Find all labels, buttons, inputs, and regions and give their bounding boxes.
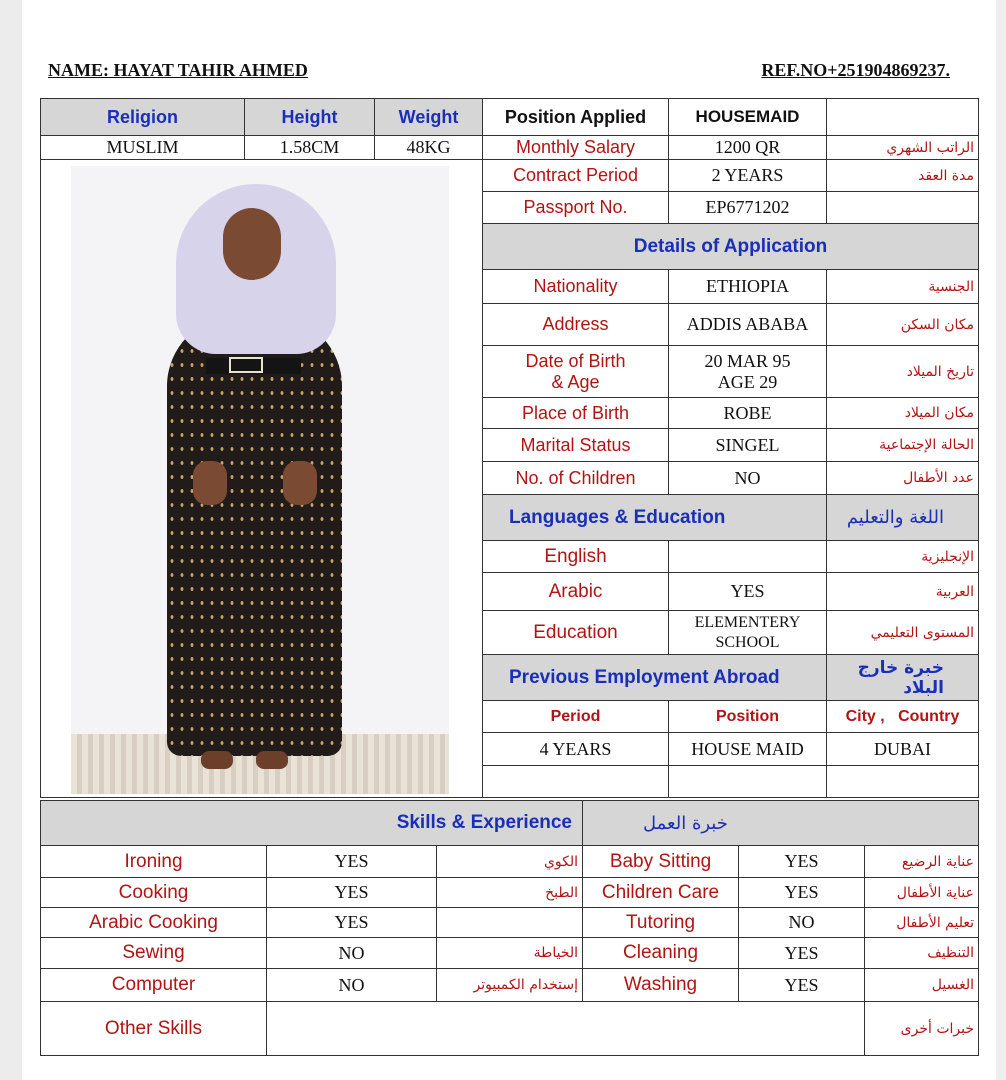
english-value	[669, 541, 827, 573]
address-value: ADDIS ABABA	[669, 304, 827, 346]
marital-status-label: Marital Status	[483, 429, 669, 462]
applicant-name: NAME: HAYAT TAHIR AHMED	[48, 60, 308, 80]
skill-ar: الكوي	[437, 846, 583, 878]
contract-period-value: 2 YEARS	[669, 160, 827, 192]
details-title: Details of Application	[483, 224, 979, 270]
address-ar: مكان السكن	[827, 304, 979, 346]
empty-cell	[669, 766, 827, 798]
dob-ar: تاريخ الميلاد	[827, 346, 979, 398]
english-label: English	[483, 541, 669, 573]
skill-ar	[437, 908, 583, 938]
skill-label: Cleaning	[583, 938, 739, 969]
skill-label: Arabic Cooking	[41, 908, 267, 938]
skill-value: YES	[739, 938, 865, 969]
application-table	[40, 98, 979, 798]
skill-label: Children Care	[583, 878, 739, 908]
languages-title-ar: اللغة والتعليم	[827, 495, 979, 541]
basic-values-row	[41, 136, 979, 160]
arabic-label: Arabic	[483, 573, 669, 611]
photo-dress	[167, 316, 342, 756]
skill-value: YES	[267, 846, 437, 878]
empty-cell	[827, 99, 979, 136]
children-value: NO	[669, 462, 827, 495]
skill-label: Washing	[583, 969, 739, 1002]
children-ar: عدد الأطفال	[827, 462, 979, 495]
employment-position: HOUSE MAID	[669, 733, 827, 766]
education-value	[669, 611, 827, 655]
english-ar: الإنجليزية	[827, 541, 979, 573]
height-value: 1.58CM	[245, 136, 375, 160]
marital-status-ar: الحالة الإجتماعية	[827, 429, 979, 462]
employment-title: Previous Employment Abroad	[483, 655, 827, 701]
reference-number: REF.NO+251904869237.	[761, 60, 950, 80]
country-header: Country	[898, 707, 960, 725]
contract-period-label: Contract Period	[483, 160, 669, 192]
period-header: Period	[483, 701, 669, 733]
education-label: Education	[483, 611, 669, 655]
skill-ar: الغسيل	[865, 969, 979, 1002]
nationality-value: ETHIOPIA	[669, 270, 827, 304]
employment-country: DUBAI	[827, 733, 979, 766]
languages-title: Languages & Education	[483, 495, 827, 541]
place-of-birth-value: ROBE	[669, 398, 827, 429]
monthly-salary-label: Monthly Salary	[483, 136, 669, 160]
skill-row	[41, 846, 979, 878]
dob-value-line1: 20 MAR 95	[704, 350, 791, 371]
photo-cell	[41, 160, 483, 798]
position-applied-label: Position Applied	[483, 99, 669, 136]
dob-label-line1: Date of Birth	[525, 350, 626, 371]
passport-value: EP6771202	[669, 192, 827, 224]
contract-period-row	[41, 160, 979, 192]
skill-label: Cooking	[41, 878, 267, 908]
religion-label: Religion	[41, 99, 245, 136]
skill-ar: عناية الرضيع	[865, 846, 979, 878]
skill-label: Sewing	[41, 938, 267, 969]
photo-buckle	[229, 357, 263, 373]
monthly-salary-ar: الراتب الشهري	[827, 136, 979, 160]
skills-title-ar: خبرة العمل	[583, 801, 979, 846]
other-skills-label: Other Skills	[41, 1002, 267, 1056]
arabic-ar: العربية	[827, 573, 979, 611]
arabic-value: YES	[669, 573, 827, 611]
skill-ar: الطبخ	[437, 878, 583, 908]
skill-value: NO	[267, 969, 437, 1002]
empty-cell	[827, 766, 979, 798]
dob-label-line2: & Age	[551, 371, 600, 392]
nationality-ar: الجنسية	[827, 270, 979, 304]
skills-title-row	[41, 801, 979, 846]
employment-title-ar: خبرة خارج البلاد	[827, 655, 979, 701]
skill-ar: تعليم الأطفال	[865, 908, 979, 938]
photo-face	[223, 208, 281, 280]
photo-hand-left	[193, 461, 227, 505]
contract-period-ar: مدة العقد	[827, 160, 979, 192]
applicant-photo	[71, 166, 449, 794]
skill-row	[41, 878, 979, 908]
skill-label: Ironing	[41, 846, 267, 878]
place-of-birth-label: Place of Birth	[483, 398, 669, 429]
position-header: Position	[669, 701, 827, 733]
passport-ar	[827, 192, 979, 224]
skill-label: Computer	[41, 969, 267, 1002]
skill-label: Baby Sitting	[583, 846, 739, 878]
skill-ar: عناية الأطفال	[865, 878, 979, 908]
weight-label: Weight	[375, 99, 483, 136]
skill-ar: إستخدام الكمبيوتر	[437, 969, 583, 1002]
skill-value: YES	[739, 969, 865, 1002]
education-value-line1: ELEMENTERY	[694, 613, 801, 631]
skills-title: Skills & Experience	[41, 801, 583, 846]
other-skills-row	[41, 1002, 979, 1056]
skill-row	[41, 969, 979, 1002]
city-country-header	[827, 701, 979, 733]
empty-cell	[483, 766, 669, 798]
skill-row	[41, 908, 979, 938]
skill-ar: التنظيف	[865, 938, 979, 969]
skill-value: YES	[267, 878, 437, 908]
skill-ar: الخياطة	[437, 938, 583, 969]
skill-value: YES	[267, 908, 437, 938]
dob-value-line2: AGE 29	[717, 371, 778, 392]
marital-status-value: SINGEL	[669, 429, 827, 462]
other-skills-value	[267, 1002, 865, 1056]
other-skills-ar: خبرات أخرى	[865, 1002, 979, 1056]
address-label: Address	[483, 304, 669, 346]
photo-foot-left	[201, 751, 233, 769]
page-edge-left	[0, 0, 22, 1080]
photo-hand-right	[283, 461, 317, 505]
skill-value: YES	[739, 846, 865, 878]
children-label: No. of Children	[483, 462, 669, 495]
employment-period: 4 YEARS	[483, 733, 669, 766]
skill-label: Tutoring	[583, 908, 739, 938]
skills-table	[40, 800, 979, 1056]
skill-value: NO	[267, 938, 437, 969]
page-edge-right	[996, 0, 1006, 1080]
photo-foot-right	[256, 751, 288, 769]
basic-header-row	[41, 99, 979, 136]
height-label: Height	[245, 99, 375, 136]
education-ar: المستوى التعليمي	[827, 611, 979, 655]
place-of-birth-ar: مكان الميلاد	[827, 398, 979, 429]
passport-label: Passport No.	[483, 192, 669, 224]
education-value-line2: SCHOOL	[715, 633, 780, 651]
skill-value: YES	[739, 878, 865, 908]
nationality-label: Nationality	[483, 270, 669, 304]
city-header: City ,	[845, 707, 885, 725]
monthly-salary-value: 1200 QR	[669, 136, 827, 160]
dob-label	[483, 346, 669, 398]
position-applied-value: HOUSEMAID	[669, 99, 827, 136]
skill-row	[41, 938, 979, 969]
skill-value: NO	[739, 908, 865, 938]
weight-value: 48KG	[375, 136, 483, 160]
religion-value: MUSLIM	[41, 136, 245, 160]
dob-value	[669, 346, 827, 398]
